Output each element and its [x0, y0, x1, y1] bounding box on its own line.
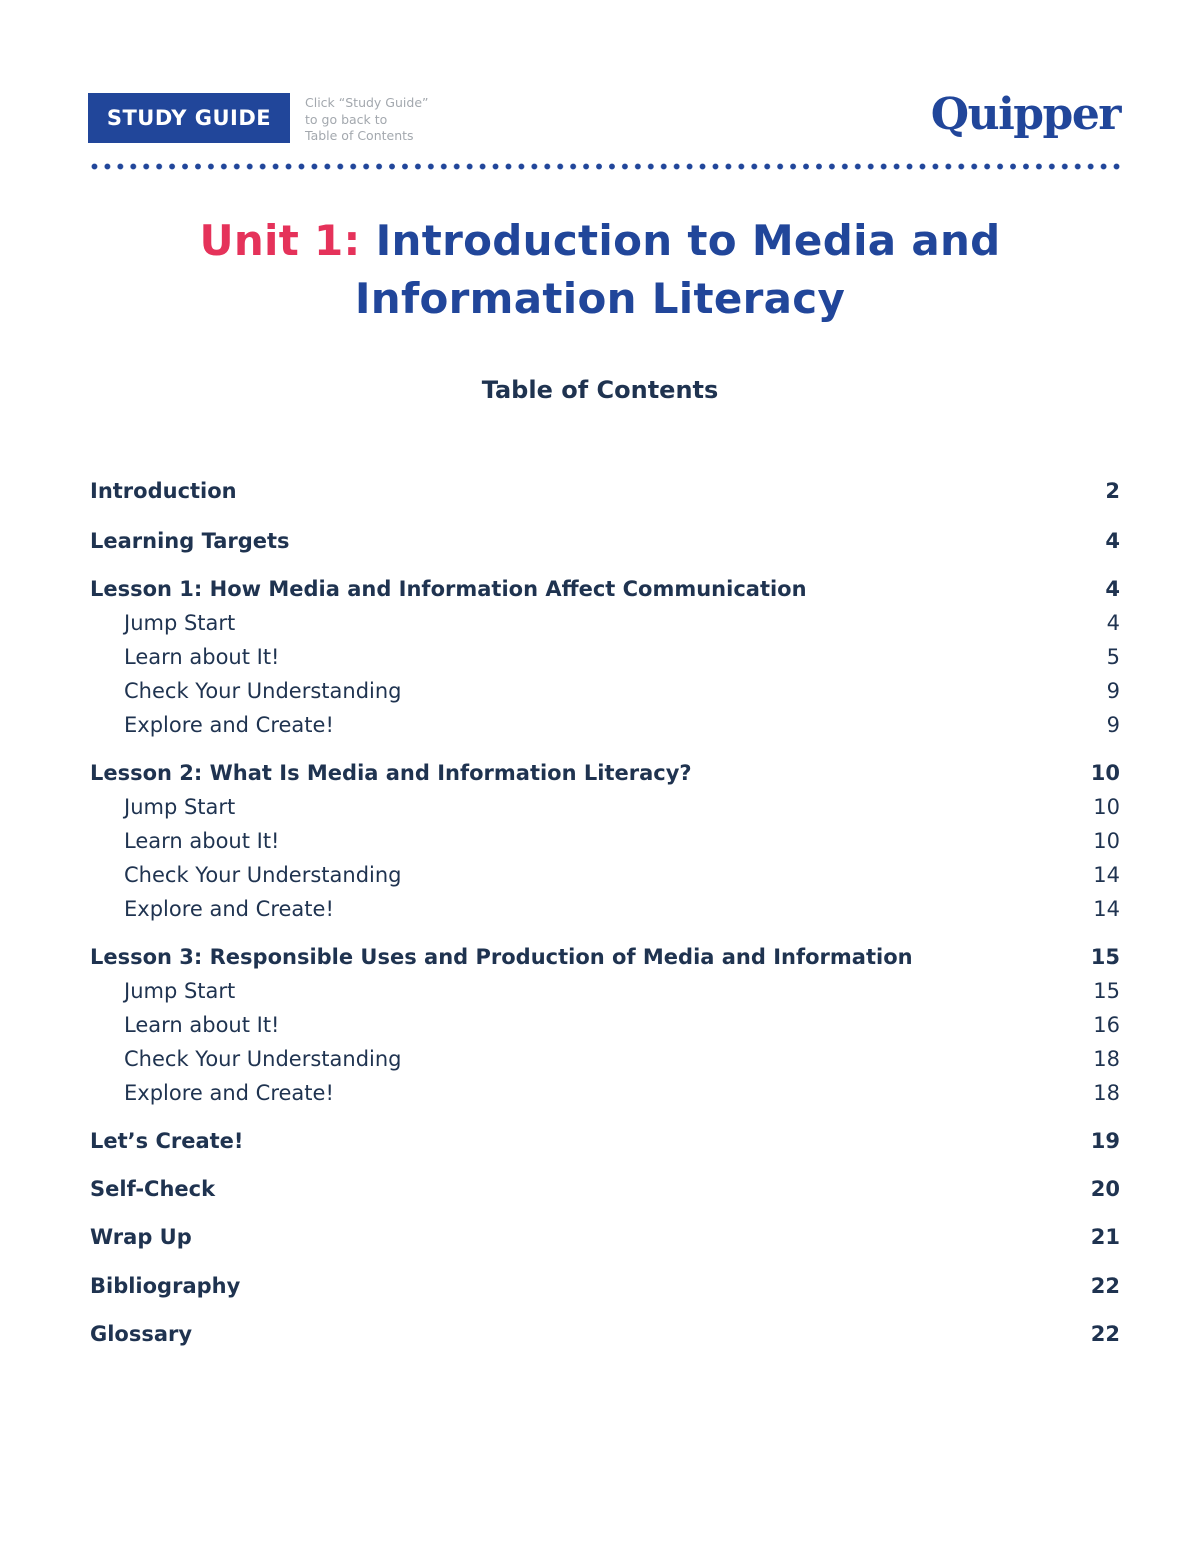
hint-line: Table of Contents: [305, 128, 414, 143]
toc-entry-page: 14: [1093, 897, 1120, 921]
toc-subentry[interactable]: [90, 894, 1120, 924]
toc-entry-page: 15: [1093, 979, 1120, 1003]
toc-entry[interactable]: [90, 1126, 1120, 1156]
toc-entry[interactable]: [90, 1319, 1120, 1349]
toc-entry-page: 22: [1090, 1274, 1120, 1298]
toc-entry-page: 9: [1106, 679, 1120, 703]
toc-entry-label: Learning Targets: [90, 529, 290, 553]
study-guide-hint: [305, 95, 505, 145]
toc-entry-label: Wrap Up: [90, 1225, 192, 1249]
toc-subentry[interactable]: [90, 642, 1120, 672]
toc-entry-page: 21: [1090, 1225, 1120, 1249]
unit-title: [0, 212, 1200, 328]
toc-entry-label: Explore and Create!: [124, 1081, 334, 1105]
toc-entry-label: Check Your Understanding: [124, 679, 402, 703]
toc-entry[interactable]: [90, 1174, 1120, 1204]
toc-entry-page: 18: [1093, 1081, 1120, 1105]
toc-entry-label: Glossary: [90, 1322, 193, 1346]
toc-heading: Table of Contents: [481, 376, 719, 404]
toc-subentry[interactable]: [90, 1078, 1120, 1108]
toc-entry-page: 19: [1090, 1129, 1120, 1153]
dotted-divider: [88, 163, 1120, 170]
unit-title-line1: Introduction to Media and: [360, 216, 1001, 265]
toc-subentry[interactable]: [90, 860, 1120, 890]
toc-entry-label: Introduction: [90, 479, 237, 503]
toc-subentry[interactable]: [90, 1044, 1120, 1074]
toc-entry-label: Learn about It!: [124, 829, 280, 853]
toc-entry-label: Lesson 2: What Is Media and Information Literacy?: [90, 761, 692, 785]
study-guide-button[interactable]: STUDY GUIDE: [88, 93, 290, 143]
toc-subentry[interactable]: [90, 676, 1120, 706]
page-header: [88, 89, 1120, 145]
toc-entry[interactable]: [90, 1222, 1120, 1252]
toc-entry-label: Lesson 3: Responsible Uses and Production of Media and Information: [90, 945, 913, 969]
toc-entry-page: 2: [1105, 479, 1120, 503]
toc-entry-page: 16: [1093, 1013, 1120, 1037]
hint-line: Click “Study Guide”: [305, 95, 429, 110]
toc-subentry[interactable]: [90, 710, 1120, 740]
toc-entry-label: Explore and Create!: [124, 897, 334, 921]
toc-entry-page: 4: [1105, 529, 1120, 553]
toc-entry-page: 10: [1093, 829, 1120, 853]
toc-entry[interactable]: [90, 942, 1120, 972]
toc-subentry[interactable]: [90, 826, 1120, 856]
toc-entry-label: Let’s Create!: [90, 1129, 244, 1153]
toc-entry-label: Check Your Understanding: [124, 863, 402, 887]
toc-entry[interactable]: [90, 476, 1120, 506]
toc-entry-page: 10: [1090, 761, 1120, 785]
toc-entry-page: 9: [1106, 713, 1120, 737]
toc-entry[interactable]: [90, 574, 1120, 604]
toc-entry-page: 5: [1106, 645, 1120, 669]
toc-subentry[interactable]: [90, 608, 1120, 638]
unit-title-line2: Information Literacy: [354, 274, 846, 323]
toc-entry-label: Bibliography: [90, 1274, 241, 1298]
toc-entry-page: 18: [1093, 1047, 1120, 1071]
toc-subentry[interactable]: [90, 792, 1120, 822]
toc-entry-page: 15: [1090, 945, 1120, 969]
toc-entry[interactable]: [90, 758, 1120, 788]
toc-entry-page: 14: [1093, 863, 1120, 887]
toc-entry-label: Jump Start: [124, 611, 236, 635]
quipper-logo: Quipper: [930, 89, 1120, 140]
toc-entry-label: Learn about It!: [124, 645, 280, 669]
toc-entry-label: Check Your Understanding: [124, 1047, 402, 1071]
hint-line: to go back to: [305, 111, 388, 127]
toc-entry-page: 4: [1105, 577, 1120, 601]
toc-entry-label: Self-Check: [90, 1177, 216, 1201]
toc-entry-label: Explore and Create!: [124, 713, 334, 737]
toc-entry-page: 4: [1106, 611, 1120, 635]
toc-entry-page: 20: [1090, 1177, 1120, 1201]
toc-entry[interactable]: [90, 526, 1120, 556]
toc-subentry[interactable]: [90, 976, 1120, 1006]
toc-entry-label: Jump Start: [124, 979, 236, 1003]
toc-entry-page: 22: [1090, 1322, 1120, 1346]
toc-subentry[interactable]: [90, 1010, 1120, 1040]
toc-entry-label: Jump Start: [124, 795, 236, 819]
toc-entry-label: Lesson 1: How Media and Information Affect Communication: [90, 577, 807, 601]
toc-entry[interactable]: [90, 1271, 1120, 1301]
toc-entry-label: Learn about It!: [124, 1013, 280, 1037]
unit-number: Unit 1:: [199, 216, 361, 265]
toc-entry-page: 10: [1093, 795, 1120, 819]
